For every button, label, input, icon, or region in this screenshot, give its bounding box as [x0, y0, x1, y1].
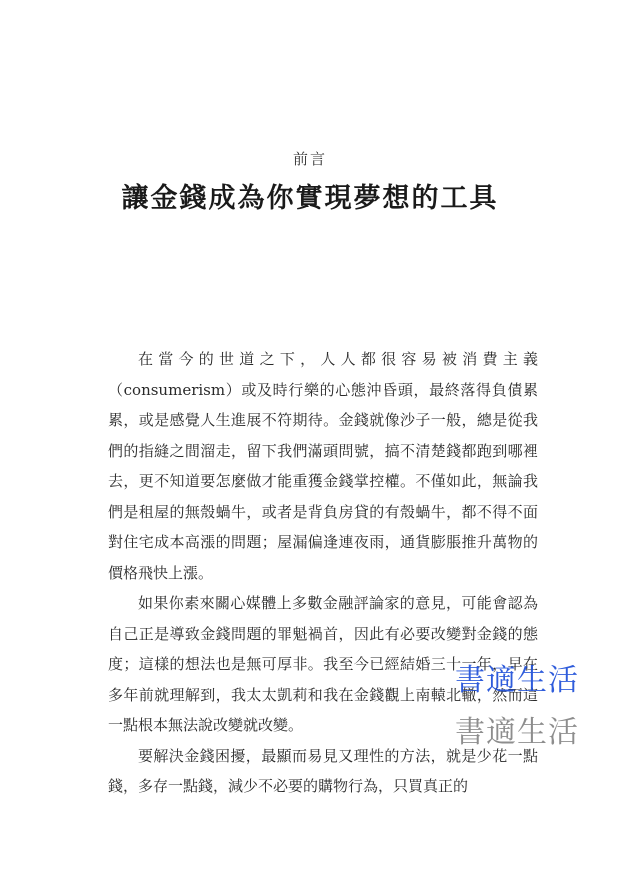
paragraph-3: 要解決金錢困擾，最顯而易見又理性的方法，就是少花一點錢，多存一點錢，減少不必要的購物行為，只買真正的 [108, 746, 538, 795]
paragraph-1: 在當今的世道之下，人人都很容易被消費主義（consumerism）或及時行樂的心態沖昏頭，最終落得負債累累，或是感覺人生進展不符期待。金錢就像沙子一般，總是從我們的指縫之間溜走，留下我們滿頭問號，搞不清楚錢都跑到哪裡去，更不知道要怎麼做才能重獲金錢掌控權。不僅如此，無論我們是租屋的無殼蝸牛，或者是背負房貸的有殼蝸牛，都不得不面對住宅成本高漲的問題；屋漏偏逢連夜雨，通貨膨脹推升萬物的價格飛快上漲。 [108, 350, 538, 582]
chapter-label: 前言 [292, 150, 327, 168]
watermark-gray: 書適生活 [455, 715, 579, 750]
paragraph-2: 如果你素來關心媒體上多數金融評論家的意見，可能會認為自己正是導致金錢問題的罪魁禍首，因此有必要改變對金錢的態度；這樣的想法也是無可厚非。我至今已經結婚三十一年，早在多年前就理解到，我太太凱莉和我在金錢觀上南轅北轍，然而這一點根本無法說改變就改變。 [108, 594, 538, 734]
watermark-blue: 書適生活 [455, 663, 579, 698]
page-title: 讓金錢成為你實現夢想的工具 [121, 183, 499, 214]
